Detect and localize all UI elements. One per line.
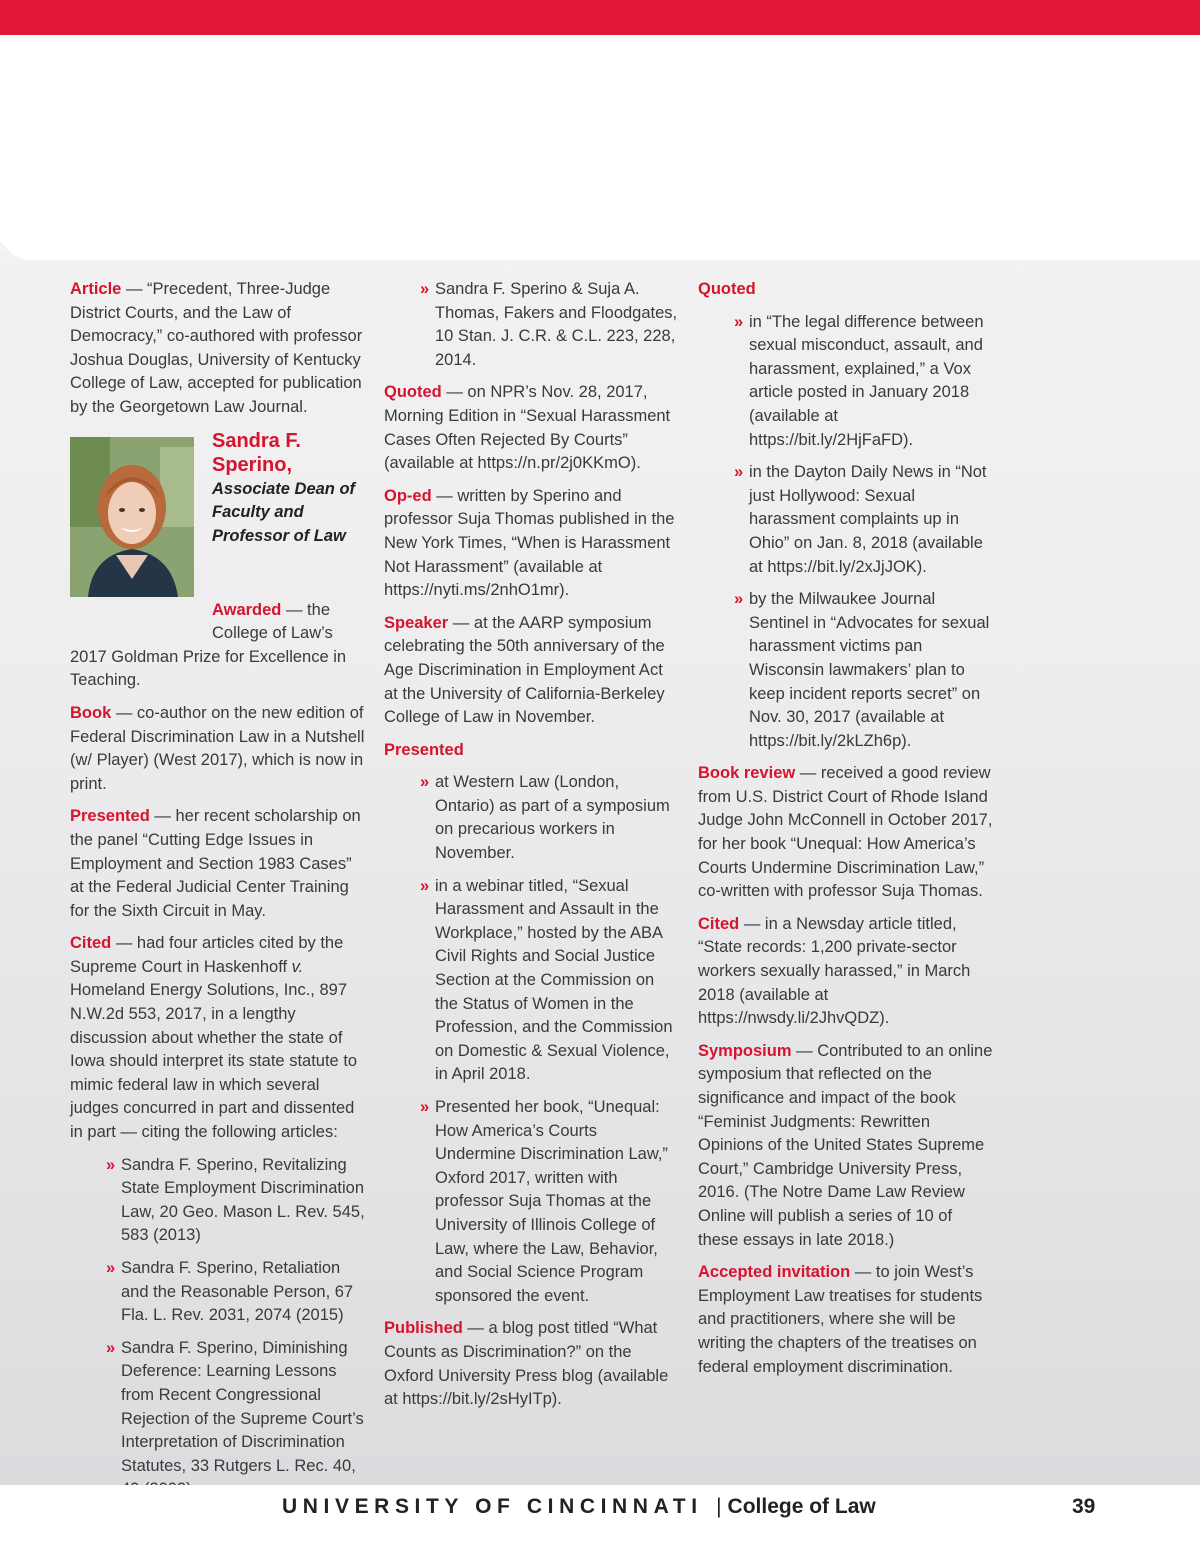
chevron-bullet-icon: » <box>420 1098 430 1116</box>
chevron-bullet-icon: » <box>420 280 430 298</box>
presented-bullet: » in a webinar titled, “Sexual Harassment and Assault in the Workplace,” hosted by the ABA Civil Rights and Social Justice Section at the Commission on the Status of Women in the Profession, and the Commission on Domestic & Sexual Violence, in April 2018. <box>420 876 673 1084</box>
chevron-bullet-icon: » <box>420 773 430 792</box>
college-name: College of Law <box>727 1495 876 1518</box>
cited-newsday-entry: Cited — in a Newsday article titled, “State records: 1,200 private-sector workers sexually harassed,” in March 2018 (available at https://nwsdy.li/2JhvQDZ). <box>698 914 971 1028</box>
cited-entry: Cited — had four articles cited by the Supreme Court in Haskenhoff v. Homeland Energy Solutions, Inc., 897 N.W.2d 553, 2017, in a lengthy discussion about whether the state of Iowa should interpret its state statute to mimic federal law in which several judges concurred in part and dissented in part — citing the following articles: <box>70 934 358 1142</box>
faculty-profile <box>70 429 365 599</box>
quoted-bullet: » by the Milwaukee Journal Sentinel in “Advocates for sexual harassment victims pan Wisconsin lawmakers’ plan to keep incident reports secret” on Nov. 30, 2017 (available at https://bit.ly/2kLZh6p). <box>734 590 990 750</box>
article-entry: Article — “Precedent, Three-Judge District Courts, and the Law of Democracy,” co-authored with professor Joshua Douglas, University of Kentucky College of Law, accepted for publication by the Georgetown Law Journal. <box>70 280 363 416</box>
faculty-role: Associate Dean of Faculty and Professor of Law <box>212 479 356 545</box>
chevron-bullet-icon: » <box>734 312 744 331</box>
presented-bullet: » at Western Law (London, Ontario) as part of a symposium on precarious workers in November. <box>420 773 670 863</box>
presented-entry: Presented — her recent scholarship on the panel “Cutting Edge Issues in Employment and Section 1983 Cases” at the Federal Judicial Center Training for the Sixth Circuit in May. <box>70 807 361 920</box>
chevron-bullet-icon: » <box>734 463 744 482</box>
footer-separator: | <box>716 1495 722 1518</box>
awarded-entry: Awarded — the College of Law’s 2017 Goldman Prize for Excellence in Teaching. <box>70 600 347 690</box>
presented-heading: Presented <box>384 740 464 759</box>
book-review-entry: Book review — received a good review from U.S. District Court of Rhode Island Judge John McConnell in October 2017, for her book “Unequal: How America’s Courts Undermine Discrimination Law,” co-written with professor Suja Thomas. <box>698 764 993 901</box>
chevron-bullet-icon: » <box>106 1259 116 1277</box>
quoted-bullet: » in the Dayton Daily News in “Not just Hollywood: Sexual harassment complaints up in Ohio” on Jan. 8, 2018 (available at https://bit.ly/2xJjJOK). <box>734 463 987 576</box>
citation-bullet: » Sandra F. Sperino, Diminishing Deference: Learning Lessons from Recent Congressional Rejection of the Supreme Court’s Interpretation of Discrimination Statutes, 33 Rutgers L. Rec. 40, <box>106 1338 364 1475</box>
chevron-bullet-icon: » <box>106 1338 116 1357</box>
citation-bullet: » Sandra F. Sperino & Suja A. Thomas, Fakers and Floodgates, 10 Stan. J. C.R. & C.L. 223, 228, 2014. <box>420 280 678 369</box>
column-3 <box>698 278 993 1388</box>
book-entry: Book — co-author on the new edition of Federal Discrimination Law in a Nutshell (w/ Player) (West 2017), which is now in print. <box>70 703 365 793</box>
symposium-entry: Symposium — Contributed to an online symposium that reflected on the significance and impact of the book “Feminist Judgments: Rewritten Opinions of the United States Supreme Court,” Cambridge University Press, 2016. (The Notre Dame Law Review Online will publish a series of 10 of these essays in late 2018.) <box>698 1041 993 1249</box>
portrait-photo-icon <box>70 437 194 597</box>
speaker-entry: Speaker — at the AARP symposium celebrating the 50th anniversary of the Age Discrimination in Employment Act at the University of California-Berkeley College of Law in November. <box>384 613 665 727</box>
accepted-invitation-entry: Accepted invitation — to join West’s Employment Law treatises for students and practitioners, where she will be writing the chapters of the treatises on federal employment discrimination. <box>698 1263 983 1376</box>
page-number: 39 <box>1072 1495 1096 1518</box>
footer-brand <box>282 1495 876 1519</box>
university-name: UNIVERSITY OF CINCINNATI <box>282 1495 703 1518</box>
chevron-bullet-icon: » <box>734 590 744 609</box>
oped-entry: Op-ed — written by Sperino and professor Suja Thomas published in the New York Times, “When is Harassment Not Harassment” (available at https://nyti.ms/2nhO1mr). <box>384 486 675 600</box>
quoted-heading: Quoted <box>698 280 756 298</box>
chevron-bullet-icon: » <box>420 876 430 895</box>
faculty-name: Sandra F. Sperino, <box>212 429 301 476</box>
quoted-entry: Quoted — on NPR’s Nov. 28, 2017, Morning Edition in “Sexual Harassment Cases Often Rejected By Courts” (available at https://n.pr/2j0KKmO). <box>384 383 671 473</box>
citation-bullet: » Sandra F. Sperino, Revitalizing State Employment Discrimination Law, 20 Geo. Mason L. Rev. 545, 583 (2013) <box>106 1155 365 1245</box>
presented-bullet: » Presented her book, “Unequal: How America’s Courts Undermine Discrimination Law,” Oxford 2017, written with professor Suja Thomas at the University of Illinois College of Law, where the Law, Behavior, and Social Science Program sponsored the event. <box>420 1098 668 1305</box>
quoted-bullet: » in “The legal difference between sexual misconduct, assault, and harassment, explained,” a Vox article posted in January 2018 (available at https://bit.ly/2HjFaFD). <box>734 312 984 449</box>
chevron-bullet-icon: » <box>106 1155 116 1174</box>
column-1 <box>70 278 365 1511</box>
citation-bullet: » Sandra F. Sperino, Retaliation and the Reasonable Person, 67 Fla. L. Rev. 2031, 2074 (2015) <box>106 1259 354 1325</box>
column-2 <box>384 278 679 1421</box>
top-accent-bar <box>0 0 1200 35</box>
published-entry: Published — a blog post titled “What Counts as Discrimination?” on the Oxford University Press blog (available at https://bit.ly/2sHyITp). <box>384 1319 669 1409</box>
header-white-sweep <box>0 60 1200 260</box>
